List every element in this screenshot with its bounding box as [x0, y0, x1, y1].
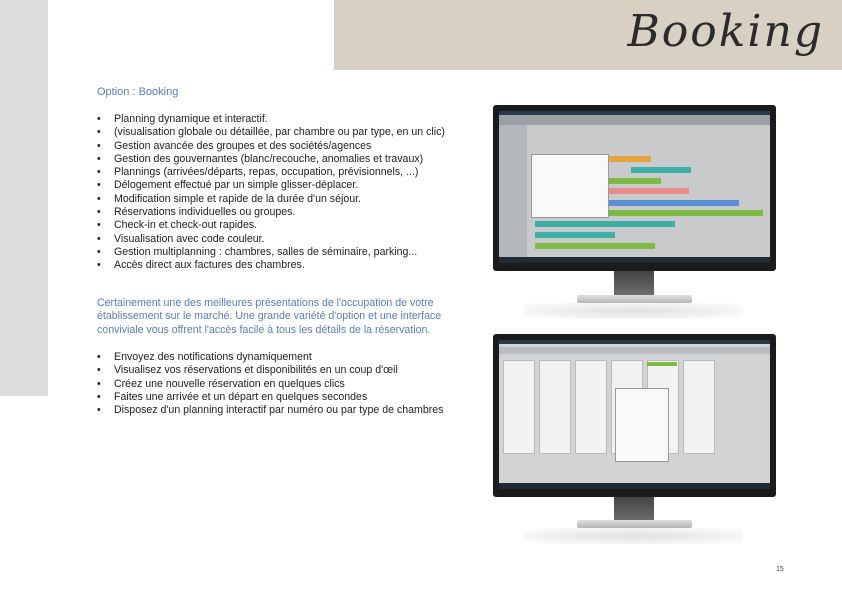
intro-paragraph: Certainement une des meilleures présentations de l'occupation de votre établissement sur le marché. Une grande variété d'option et une interface conviviale vous offrent l'accès facile à tous les détails de la réservation. — [97, 297, 442, 336]
header-band — [334, 0, 842, 70]
list-item: • Modification simple et rapide de la durée d'un séjour. — [97, 193, 445, 206]
side-bar — [0, 0, 48, 396]
list-item: • Créez une nouvelle réservation en quelques clics — [97, 378, 443, 391]
benefits-list — [97, 351, 443, 417]
list-item: • Gestion avancée des groupes et des sociétés/agences — [97, 140, 445, 153]
booking-screen — [499, 340, 770, 489]
list-item: • Envoyez des notifications dynamiquement — [97, 351, 443, 364]
monitor-planning — [493, 105, 776, 320]
monitor-base — [577, 520, 692, 528]
planning-screen — [499, 111, 770, 263]
list-item: • Plannings (arrivées/départs, repas, occupation, prévisionnels, ...) — [97, 166, 445, 179]
list-item: • Disposez d'un planning interactif par numéro ou par type de chambres — [97, 404, 443, 417]
list-item: • Gestion des gouvernantes (blanc/recouche, anomalies et travaux) — [97, 153, 445, 166]
monitor-base — [577, 295, 692, 303]
monitor-booking — [493, 334, 776, 546]
monitor-stand — [614, 271, 654, 297]
list-item: • Faites une arrivée et un départ en quelques secondes — [97, 391, 443, 404]
list-item: • Check-in et check-out rapides. — [97, 219, 445, 232]
list-item: • Délogement effectué par un simple glisser-déplacer. — [97, 179, 445, 192]
list-item: • Accès direct aux factures des chambres. — [97, 259, 445, 272]
page-number: 15 — [776, 566, 784, 573]
page-title: Booking — [627, 6, 824, 57]
list-item: • Visualisez vos réservations et disponibilités en un coup d'œil — [97, 364, 443, 377]
list-item: • Réservations individuelles ou groupes. — [97, 206, 445, 219]
features-list — [97, 113, 445, 273]
list-item: • Planning dynamique et interactif. — [97, 113, 445, 126]
list-item: • Visualisation avec code couleur. — [97, 233, 445, 246]
list-item: • Gestion multiplanning : chambres, salles de séminaire, parking... — [97, 246, 445, 259]
section-title: Option : Booking — [97, 86, 179, 98]
list-item: • (visualisation globale ou détaillée, par chambre ou par type, en un clic) — [97, 126, 445, 139]
